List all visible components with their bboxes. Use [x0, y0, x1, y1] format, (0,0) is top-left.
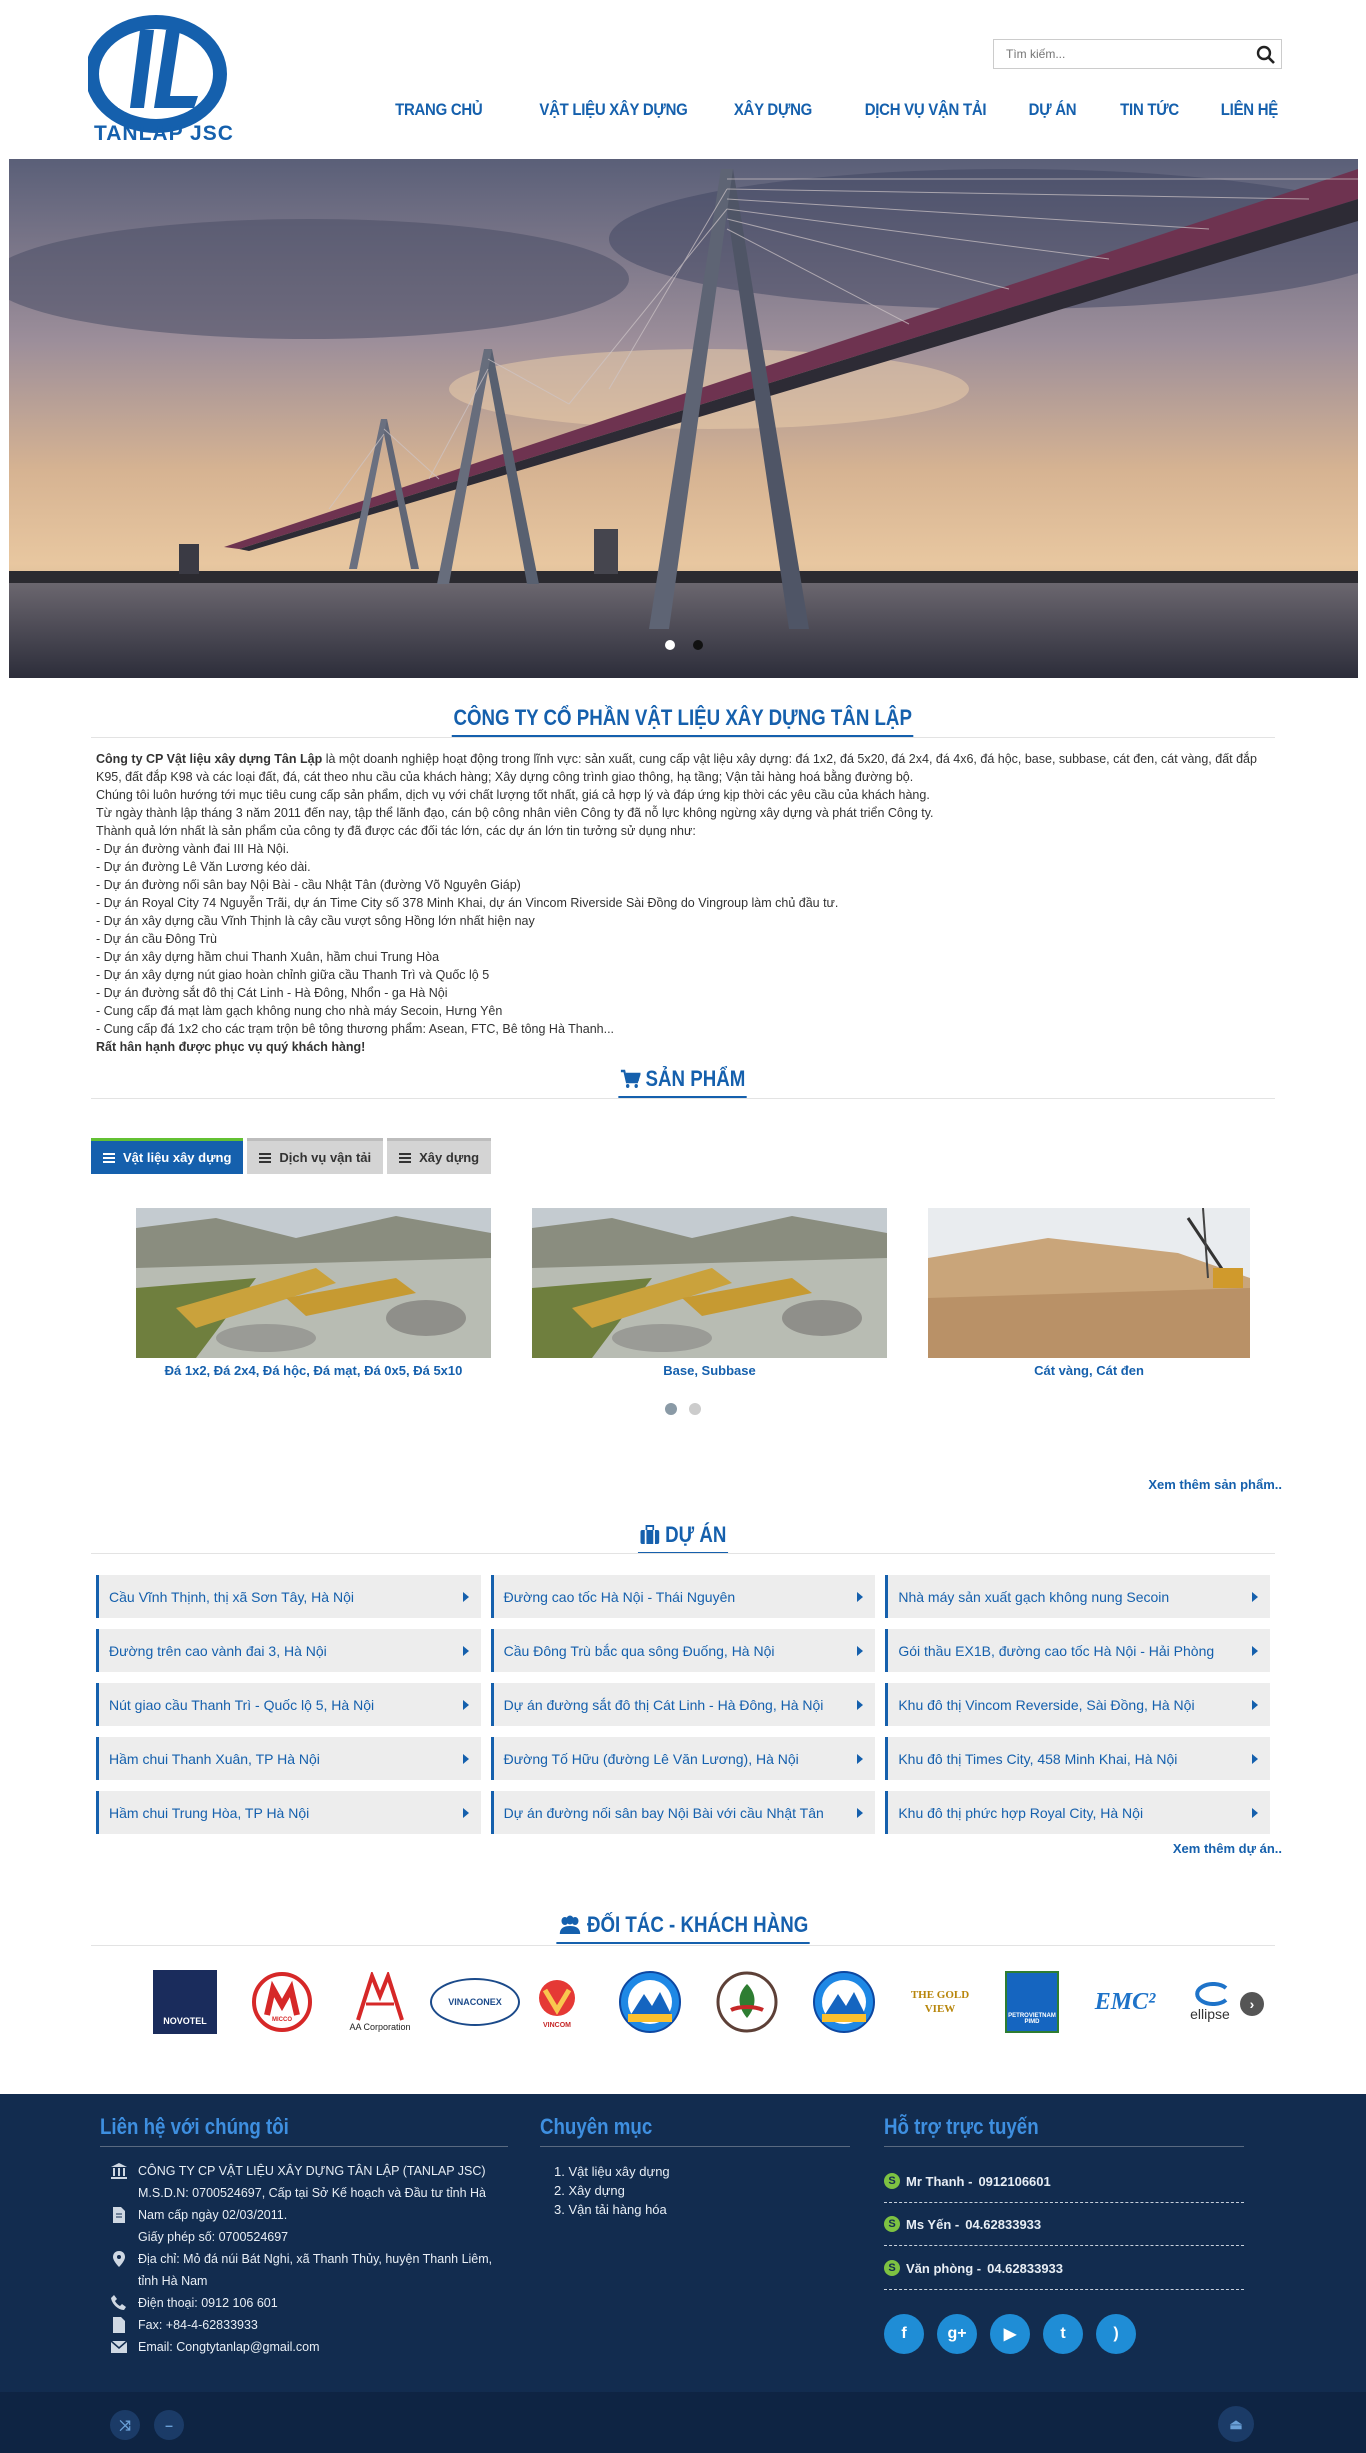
project-name: Cầu Đông Trù bắc qua sông Đuống, Hà Nội: [503, 1642, 775, 1659]
support-row[interactable]: [884, 2170, 1244, 2203]
projects-title-wrap: [0, 1522, 1366, 1554]
project-name: Khu đô thị phức hợp Royal City, Hà Nội: [898, 1804, 1144, 1821]
arrow-right-icon: [1252, 1700, 1258, 1710]
project-name: Dự án đường nối sân bay Nội Bài với cầu Nhật Tân: [503, 1804, 824, 1821]
project-name: Gói thầu EX1B, đường cao tốc Hà Nội - Hải Phòng: [898, 1642, 1215, 1659]
project-item[interactable]: [885, 1575, 1270, 1618]
partner-logo-vincom[interactable]: [522, 1965, 592, 2039]
project-item[interactable]: [885, 1683, 1270, 1726]
partner-logo-novotel[interactable]: NOVOTEL: [145, 1965, 225, 2039]
intro-title: CÔNG TY CỔ PHẦN VẬT LIỆU XÂY DỰNG TÂN LẬP: [452, 705, 914, 737]
intro-lead-bold: Công ty CP Vật liệu xây dựng Tân Lập: [96, 752, 323, 766]
intro-line: - Dự án xây dựng cầu Vĩnh Thịnh là cây cầu vượt sông Hồng lớn nhất hiện nay: [96, 914, 535, 928]
ellipse-logo: [1190, 1982, 1230, 2006]
fax-text: Fax: +84-4-62833933: [138, 2318, 258, 2332]
hero-slider[interactable]: [9, 159, 1358, 678]
email-text[interactable]: Email: Congtytanlap@gmail.com: [138, 2340, 320, 2354]
company-name: CÔNG TY CP VẬT LIỆU XÂY DỰNG TÂN LẬP (TANLAP JSC): [138, 2164, 486, 2178]
arrow-right-icon: [463, 1700, 469, 1710]
briefcase-icon: [640, 1525, 660, 1545]
google-plus-icon[interactable]: g+: [937, 2314, 977, 2354]
arrow-right-icon: [857, 1700, 863, 1710]
category-link[interactable]: 3. Vận tải hàng hóa: [554, 2202, 667, 2217]
partners-title: ĐỐI TÁC - KHÁCH HÀNG: [586, 1912, 809, 1937]
partner-logo-emblem-2[interactable]: [707, 1965, 787, 2039]
users-icon: [558, 1915, 582, 1935]
support-name: Ms Yến -: [906, 2216, 960, 2232]
nav-transport[interactable]: DỊCH VỤ VẬN TẢI: [864, 100, 987, 119]
intro-line: - Dự án cầu Đông Trù: [96, 932, 217, 946]
minus-icon[interactable]: –: [154, 2410, 184, 2440]
intro-line: - Dự án Royal City 74 Nguyễn Trãi, dự án Time City số 378 Minh Khai, dự án Vincom Riverside Sài Đồng do Vingroup làm chủ đầu tư.: [96, 896, 839, 910]
emblem-logo: [715, 1970, 779, 2034]
msdn-text: M.S.D.N: 0700524697, Cấp tại Sở Kế hoạch và Đầu tư tỉnh Hà Nam cấp ngày 02/03/2011.: [138, 2186, 487, 2222]
skype-icon: S: [884, 2173, 900, 2189]
facebook-icon[interactable]: f: [884, 2314, 924, 2354]
product-card[interactable]: [928, 1208, 1250, 1378]
menu-icon: [399, 1153, 411, 1163]
partner-name: ellipse: [1190, 2006, 1230, 2022]
category-link[interactable]: 1. Vật liệu xây dựng: [554, 2164, 670, 2179]
search-box: [993, 39, 1282, 69]
arrow-right-icon: [857, 1592, 863, 1602]
intro-line: - Dự án đường vành đai III Hà Nội.: [96, 842, 290, 856]
support-title: Hỗ trợ trực tuyến: [884, 2114, 1039, 2139]
shuffle-icon[interactable]: ⤨: [110, 2410, 140, 2440]
product-card[interactable]: [136, 1208, 491, 1378]
partner-logo-ellipse[interactable]: [1180, 1965, 1240, 2039]
aa-logo: [354, 1972, 406, 2022]
project-item[interactable]: [491, 1737, 876, 1780]
arrow-right-icon: [1252, 1808, 1258, 1818]
partner-name: EMC²: [1094, 1988, 1156, 2015]
footer-divider: [884, 2202, 1244, 2203]
project-name: Khu đô thị Times City, 458 Minh Khai, Hà Nội: [898, 1750, 1178, 1767]
nav-projects[interactable]: DỰ ÁN: [1028, 100, 1077, 119]
bridge-image: [9, 159, 1358, 678]
carousel-dot-2[interactable]: [689, 1403, 701, 1415]
project-item[interactable]: [96, 1737, 481, 1780]
project-item[interactable]: [885, 1629, 1270, 1672]
support-row[interactable]: [884, 2257, 1244, 2290]
partner-logo-emc[interactable]: [1085, 1965, 1165, 2039]
arrow-right-icon: [463, 1646, 469, 1656]
partners-title-wrap: [0, 1912, 1366, 1944]
nav-contact[interactable]: LIÊN HỆ: [1220, 100, 1278, 119]
partner-logo-vinaconex[interactable]: VINACONEX: [428, 1965, 522, 2039]
support-row[interactable]: [884, 2213, 1244, 2246]
project-item[interactable]: [491, 1629, 876, 1672]
partner-logo-emblem-1[interactable]: [610, 1965, 690, 2039]
nav-home[interactable]: TRANG CHỦ: [395, 100, 483, 119]
main-nav: [363, 100, 1278, 120]
support-phone: 04.62833933: [965, 2216, 1042, 2232]
partner-name: AA Corporation: [349, 2022, 411, 2032]
product-name[interactable]: Base, Subbase: [663, 1363, 756, 1378]
project-item[interactable]: [96, 1791, 481, 1834]
project-item[interactable]: [885, 1791, 1270, 1834]
intro-line: - Dự án xây dựng hầm chui Thanh Xuân, hầm chui Trung Hòa: [96, 950, 440, 964]
intro-text: [96, 750, 1276, 1056]
arrow-right-icon: [1252, 1754, 1258, 1764]
project-item[interactable]: [885, 1737, 1270, 1780]
divider: [91, 1098, 1275, 1099]
project-name: Khu đô thị Vincom Reverside, Sài Đồng, Hà Nội: [898, 1696, 1195, 1713]
next-arrow-icon[interactable]: ›: [1240, 1992, 1264, 2016]
partner-logo-goldview[interactable]: [900, 1965, 980, 2039]
partner-logo-aa[interactable]: [340, 1965, 420, 2039]
intro-line: - Dự án đường Lê Văn Lương kéo dài.: [96, 860, 311, 874]
contact-info: [110, 2160, 510, 2358]
arrow-right-icon: [463, 1808, 469, 1818]
project-name: Dự án đường sắt đô thị Cát Linh - Hà Đông, Hà Nội: [503, 1696, 824, 1713]
product-carousel-dots: [0, 1403, 1366, 1415]
footer-divider: [100, 2146, 508, 2147]
phone-icon: [110, 2294, 128, 2312]
intro-closing: Rất hân hạnh được phục vụ quý khách hàng!: [96, 1040, 366, 1054]
skype-icon: S: [884, 2260, 900, 2276]
contact-title: Liên hệ với chúng tôi: [100, 2114, 289, 2139]
footer-divider: [884, 2289, 1244, 2290]
arrow-right-icon: [1252, 1592, 1258, 1602]
partner-logo-micco[interactable]: [242, 1965, 322, 2039]
intro-line: - Dự án đường nối sân bay Nội Bài - cầu Nhật Tân (đường Võ Nguyên Giáp): [96, 878, 521, 892]
arrow-right-icon: [857, 1808, 863, 1818]
project-item[interactable]: [96, 1629, 481, 1672]
divider: [91, 1945, 1275, 1946]
intro-lead: là một doanh nghiệp hoạt động trong lĩnh vực: sản xuất, cung cấp vật liệu xây dựng: đá 1x2, đá 5x20, đá 2x4, đá 4x6, đá hộc, base, subbase, cát đen, cát vàng, đất đắp K95, đất đắp K98 và các loại đất, đá, cát theo nhu cầu của khách hàng; Xây dựng công trình giao thông, hạ tầng; Vận tải hàng hoá bằng đường bộ.: [96, 752, 1257, 784]
partner-name: THE GOLD VIEW: [910, 1989, 970, 2015]
social-links: [884, 2314, 1136, 2354]
vincom-logo: [535, 1976, 579, 2022]
document-icon: [110, 2206, 128, 2224]
intro-line: Chúng tôi luôn hướng tới mục tiêu cung cấp sản phẩm, dịch vụ với chất lượng tốt nhất, giá cả hợp lý và đáp ứng kịp thời các yêu cầu của khách hàng.: [96, 788, 930, 802]
license-text: Giấy phép số: 0700524697: [138, 2230, 289, 2244]
menu-icon: [259, 1153, 271, 1163]
rss-icon[interactable]: ): [1096, 2314, 1136, 2354]
tab-label: Xây dựng: [419, 1150, 480, 1165]
footer-divider: [540, 2146, 850, 2147]
intro-line: Từ ngày thành lập tháng 3 năm 2011 đến nay, tập thể lãnh đạo, cán bộ công nhân viên Công ty đã nỗ lực không ngừng xây dựng và phát triển Công ty.: [96, 806, 934, 820]
category-link[interactable]: 2. Xây dựng: [554, 2183, 625, 2198]
search-input[interactable]: [994, 40, 1239, 68]
emblem-logo: [618, 1970, 682, 2034]
product-name[interactable]: Đá 1x2, Đá 2x4, Đá hộc, Đá mạt, Đá 0x5, Đá 5x10: [164, 1363, 463, 1378]
menu-icon: [103, 1153, 115, 1163]
cart-icon: [620, 1069, 640, 1089]
arrow-right-icon: [463, 1592, 469, 1602]
footer-divider: [884, 2245, 1244, 2246]
micco-logo: [251, 1971, 313, 2033]
project-name: Nút giao cầu Thanh Trì - Quốc lộ 5, Hà Nội: [109, 1696, 375, 1713]
project-name: Đường trên cao vành đai 3, Hà Nội: [109, 1642, 327, 1659]
support-phone: 04.62833933: [987, 2260, 1064, 2276]
tab-transport[interactable]: [247, 1138, 383, 1174]
project-item[interactable]: [491, 1791, 876, 1834]
project-item[interactable]: [491, 1683, 876, 1726]
tab-construction[interactable]: [387, 1138, 491, 1174]
phone-text: Điện thoại: 0912 106 601: [138, 2296, 278, 2310]
project-name: Nhà máy sản xuất gạch không nung Secoin: [898, 1588, 1170, 1605]
intro-line: - Dự án đường sắt đô thị Cát Linh - Hà Đông, Nhổn - ga Hà Nội: [96, 986, 448, 1000]
project-item[interactable]: [96, 1575, 481, 1618]
envelope-icon: [110, 2338, 128, 2356]
nav-materials[interactable]: VẬT LIỆU XÂY DỰNG: [539, 100, 688, 119]
slider-dot-1[interactable]: [665, 640, 675, 650]
map-marker-icon: [110, 2250, 128, 2268]
address-text: Địa chỉ: Mỏ đá núi Bát Nghi, xã Thanh Thủy, huyện Thanh Liêm, tỉnh Hà Nam: [138, 2252, 493, 2288]
intro-title-wrap: [0, 705, 1366, 737]
support-name: Mr Thanh -: [906, 2173, 973, 2189]
arrow-right-icon: [463, 1754, 469, 1764]
category-list: [554, 2162, 670, 2219]
divider: [91, 737, 1275, 738]
partner-logo-pimd[interactable]: PETROVIETNAM PIMD: [992, 1965, 1072, 2039]
arrow-right-icon: [1252, 1646, 1258, 1656]
tab-label: Dịch vụ vận tải: [279, 1150, 372, 1165]
arrow-right-icon: [857, 1646, 863, 1656]
product-card[interactable]: [532, 1208, 887, 1378]
intro-line: Thành quả lớn nhất là sản phẩm của công ty đã được các đối tác lớn, các dự án lớn tin tưởng sử dụng như:: [96, 824, 696, 838]
carousel-dot-1[interactable]: [665, 1403, 677, 1415]
product-name[interactable]: Cát vàng, Cát đen: [1034, 1363, 1144, 1378]
emblem-logo: [812, 1970, 876, 2034]
slider-dot-2[interactable]: [693, 640, 703, 650]
footer-divider: [884, 2146, 1244, 2147]
search-icon[interactable]: [1255, 44, 1277, 66]
partner-name: MICCO: [272, 2017, 292, 2023]
project-name: Đường Tố Hữu (đường Lê Văn Lương), Hà Nội: [503, 1750, 799, 1767]
divider: [91, 1553, 1275, 1554]
twitter-icon[interactable]: t: [1043, 2314, 1083, 2354]
skype-icon: S: [884, 2216, 900, 2232]
support-name: Văn phòng -: [906, 2260, 982, 2276]
support-phone: 0912106601: [978, 2173, 1051, 2189]
products-title: SẢN PHẨM: [645, 1066, 746, 1091]
projects-title: DỰ ÁN: [665, 1522, 727, 1547]
intro-line: - Cung cấp đá 1x2 cho các trạm trộn bê tông thương phẩm: Asean, FTC, Bê tông Hà Thanh...: [96, 1022, 615, 1036]
bank-icon: [110, 2162, 128, 2180]
category-title: Chuyên mục: [540, 2114, 653, 2139]
product-tabs: [91, 1138, 491, 1174]
product-image-quarry: [136, 1208, 491, 1358]
more-projects-link[interactable]: Xem thêm dự án..: [1172, 1841, 1282, 1856]
project-name: Hầm chui Thanh Xuân, TP Hà Nội: [109, 1750, 320, 1767]
project-item[interactable]: [491, 1575, 876, 1618]
scroll-top-icon[interactable]: ⏏: [1218, 2406, 1254, 2442]
project-name: Cầu Vĩnh Thịnh, thị xã Sơn Tây, Hà Nội: [109, 1588, 354, 1605]
product-image-base: [532, 1208, 887, 1358]
nav-construction[interactable]: XÂY DỰNG: [733, 100, 813, 119]
product-image-sand: [928, 1208, 1250, 1358]
project-grid: [96, 1575, 1270, 1834]
partner-carousel: [140, 1965, 1240, 2039]
logo-text: TANLAP JSC: [94, 122, 234, 145]
products-title-wrap: [0, 1066, 1366, 1098]
project-name: Hầm chui Trung Hòa, TP Hà Nội: [109, 1804, 310, 1821]
intro-line: - Dự án xây dựng nút giao hoàn chỉnh giữa cầu Thanh Trì và Quốc lộ 5: [96, 968, 490, 982]
slider-dots: [9, 640, 1358, 650]
bottom-bar: [0, 2392, 1366, 2453]
tab-materials[interactable]: [91, 1138, 243, 1174]
intro-line: - Cung cấp đá mạt làm gạch không nung cho nhà máy Secoin, Hưng Yên: [96, 1004, 503, 1018]
more-products-link[interactable]: Xem thêm sản phẩm..: [1148, 1477, 1282, 1492]
fax-icon: [110, 2316, 128, 2334]
partner-name: VINCOM: [543, 2021, 571, 2029]
project-name: Đường cao tốc Hà Nội - Thái Nguyên: [503, 1588, 736, 1605]
youtube-icon[interactable]: ▶: [990, 2314, 1030, 2354]
project-item[interactable]: [96, 1683, 481, 1726]
product-carousel: [136, 1208, 1250, 1378]
tab-label: Vật liệu xây dựng: [123, 1150, 232, 1165]
arrow-right-icon: [857, 1754, 863, 1764]
nav-news[interactable]: TIN TỨC: [1120, 100, 1180, 119]
partner-logo-emblem-3[interactable]: [804, 1965, 884, 2039]
